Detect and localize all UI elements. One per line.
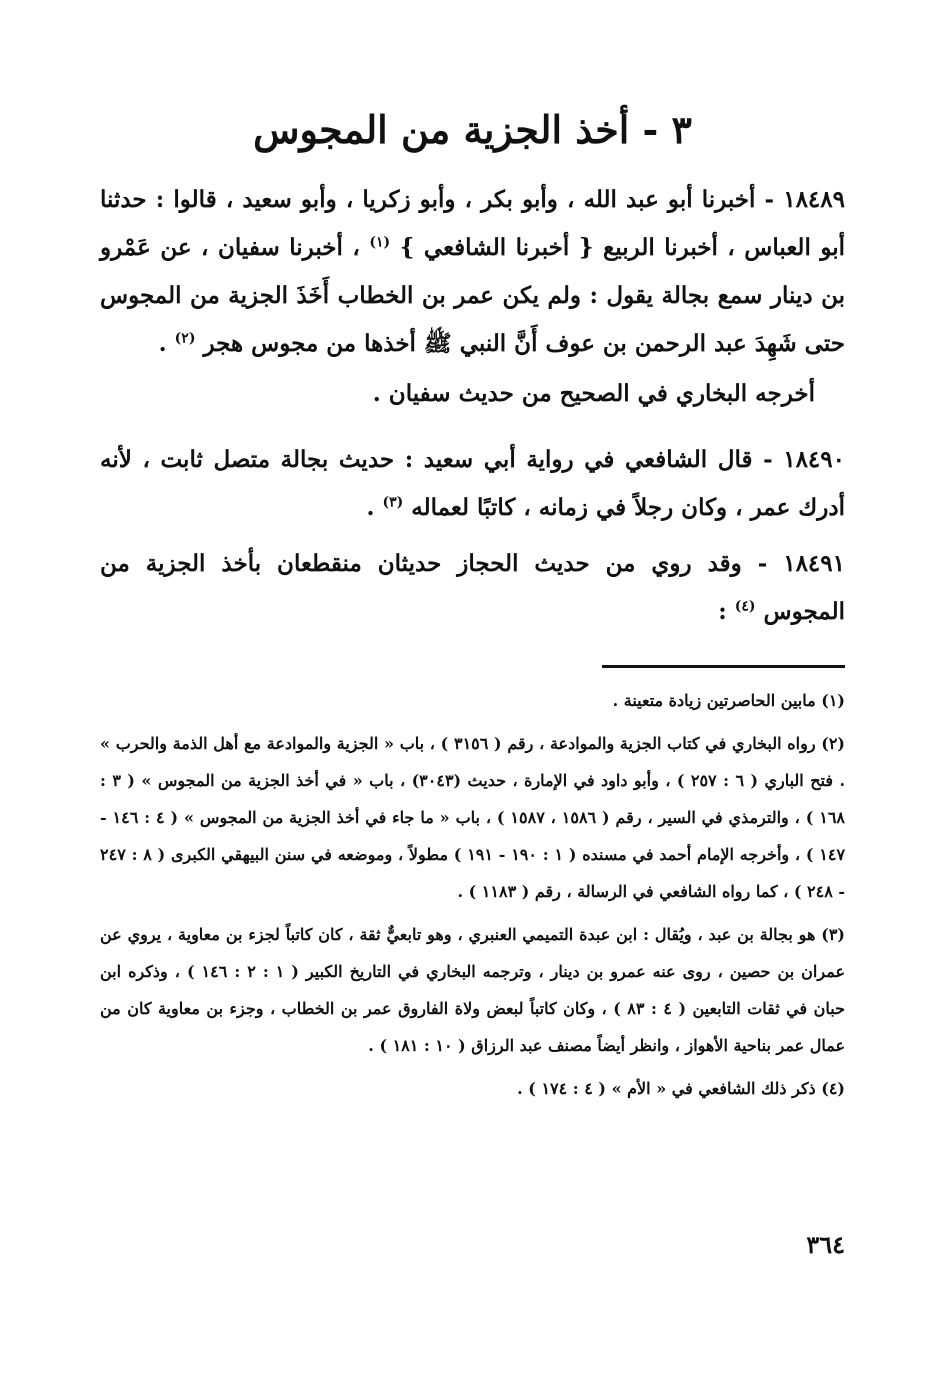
hadith-paragraph-18491 (100, 540, 845, 636)
hadith-paragraph-18489 (100, 176, 845, 368)
footnote-4: (٤) ذكر ذلك الشافعي في « الأم » ( ٤ : ١٧٤ ) . (517, 1079, 845, 1098)
footnote-divider (602, 665, 845, 668)
footnote-ref-1: (١) (369, 234, 391, 251)
bukhari-note-paragraph (100, 370, 815, 418)
paragraph-text: ١٨٤٨٩ - أخبرنا أبو عبد الله ، وأبو بكر ، وأبو زكريا ، وأبو سعيد ، قالوا : حدثنا أبو العباس ، أخبرنا الربيع { أخبرنا الشافعي } (100, 186, 846, 261)
footnotes-section (100, 682, 845, 1113)
page-number: ٣٦٤ (806, 1230, 845, 1259)
chapter-title: ٣ - أخذ الجزية من المجوس (253, 107, 692, 152)
paragraph-end: . (366, 494, 375, 521)
paragraph-text: ١٨٤٩٠ - قال الشافعي في رواية أبي سعيد : حديث بجالة متصل ثابت ، لأنه أدرك عمر ، وكان رجلاً في زمانه ، كاتبًا لعماله (100, 446, 845, 521)
paragraph-text-continued: ، أخبرنا سفيان ، عن عَمْرو بن دينار سمع بجالة يقول : ولم يكن عمر بن الخطاب أَخَذَ الجزية من المجوس حتى شَهِدَ عبد الرحمن بن عوف أَنَّ النبي ﷺ أخذها من مجوس هجر (100, 234, 845, 357)
hadith-paragraph-18490 (100, 436, 845, 532)
footnote-2: (٢) رواه البخاري في كتاب الجزية والموادعة ، رقم ( ٣١٥٦ ) ، باب « الجزية والموادعة مع أهل الذمة والحرب » . فتح الباري ( ٦ : ٢٥٧ ) ، وأبو داود في الإمارة ، حديث (٣٠٤٣) ، باب « في أخذ الجزية من المجوس » ( ٣ : ١٦٨ ) ، والترمذي في السير ، رقم ( ١٥٨٦ ، ١٥٨٧ ) ، باب « ما جاء في أخذ الجزية من المجوس » ( ٤ : ١٤٦ - ١٤٧ ) ، وأخرجه الإمام أحمد في مسنده ( ١ : ١٩٠ - ١٩١ ) مطولاً ، وموضعه في سنن البيهقي الكبرى ( ٨ : ٢٤٧ - ٢٤٨ ) ، كما رواه الشافعي في الرسالة ، رقم ( ١١٨٣ ) . (100, 734, 846, 901)
paragraph-text: ١٨٤٩١ - وقد روي من حديث الحجاز حديثان منقطعان بأخذ الجزية من المجوس (100, 550, 845, 625)
footnote-ref-4: (٤) (734, 598, 756, 615)
footnote-3: (٣) هو بجالة بن عبد ، ويُقال : ابن عبدة التميمي العنبري ، وهو تابعيٌّ ثقة ، كان كاتباً لجزء بن معاوية ، يروي عن عمران بن حصين ، روى عنه عمرو بن دينار ، وترجمه البخاري في التاريخ الكبير ( ١ : ٢ : ١٤٦ ) ، وذكره ابن حبان في ثقات التابعين ( ٤ : ٨٣ ) ، وكان كاتباً لبعض ولاة الفاروق عمر بن الخطاب ، وجزء بن معاوية كان من عمال عمر بناحية الأهواز ، وانظر أيضاً مصنف عبد الرزاق ( ١٠ : ١٨١ ) . (100, 925, 845, 1055)
paragraph-end: . (158, 330, 167, 357)
footnote-ref-3: (٣) (382, 494, 404, 511)
book-page (100, 0, 845, 1378)
paragraph-end: : (718, 598, 727, 625)
footnote-ref-2: (٢) (174, 330, 196, 347)
footnote-1: (١) مابين الحاصرتين زيادة متعينة . (612, 691, 845, 710)
paragraph-text: أخرجه البخاري في الصحيح من حديث سفيان . (372, 380, 815, 407)
